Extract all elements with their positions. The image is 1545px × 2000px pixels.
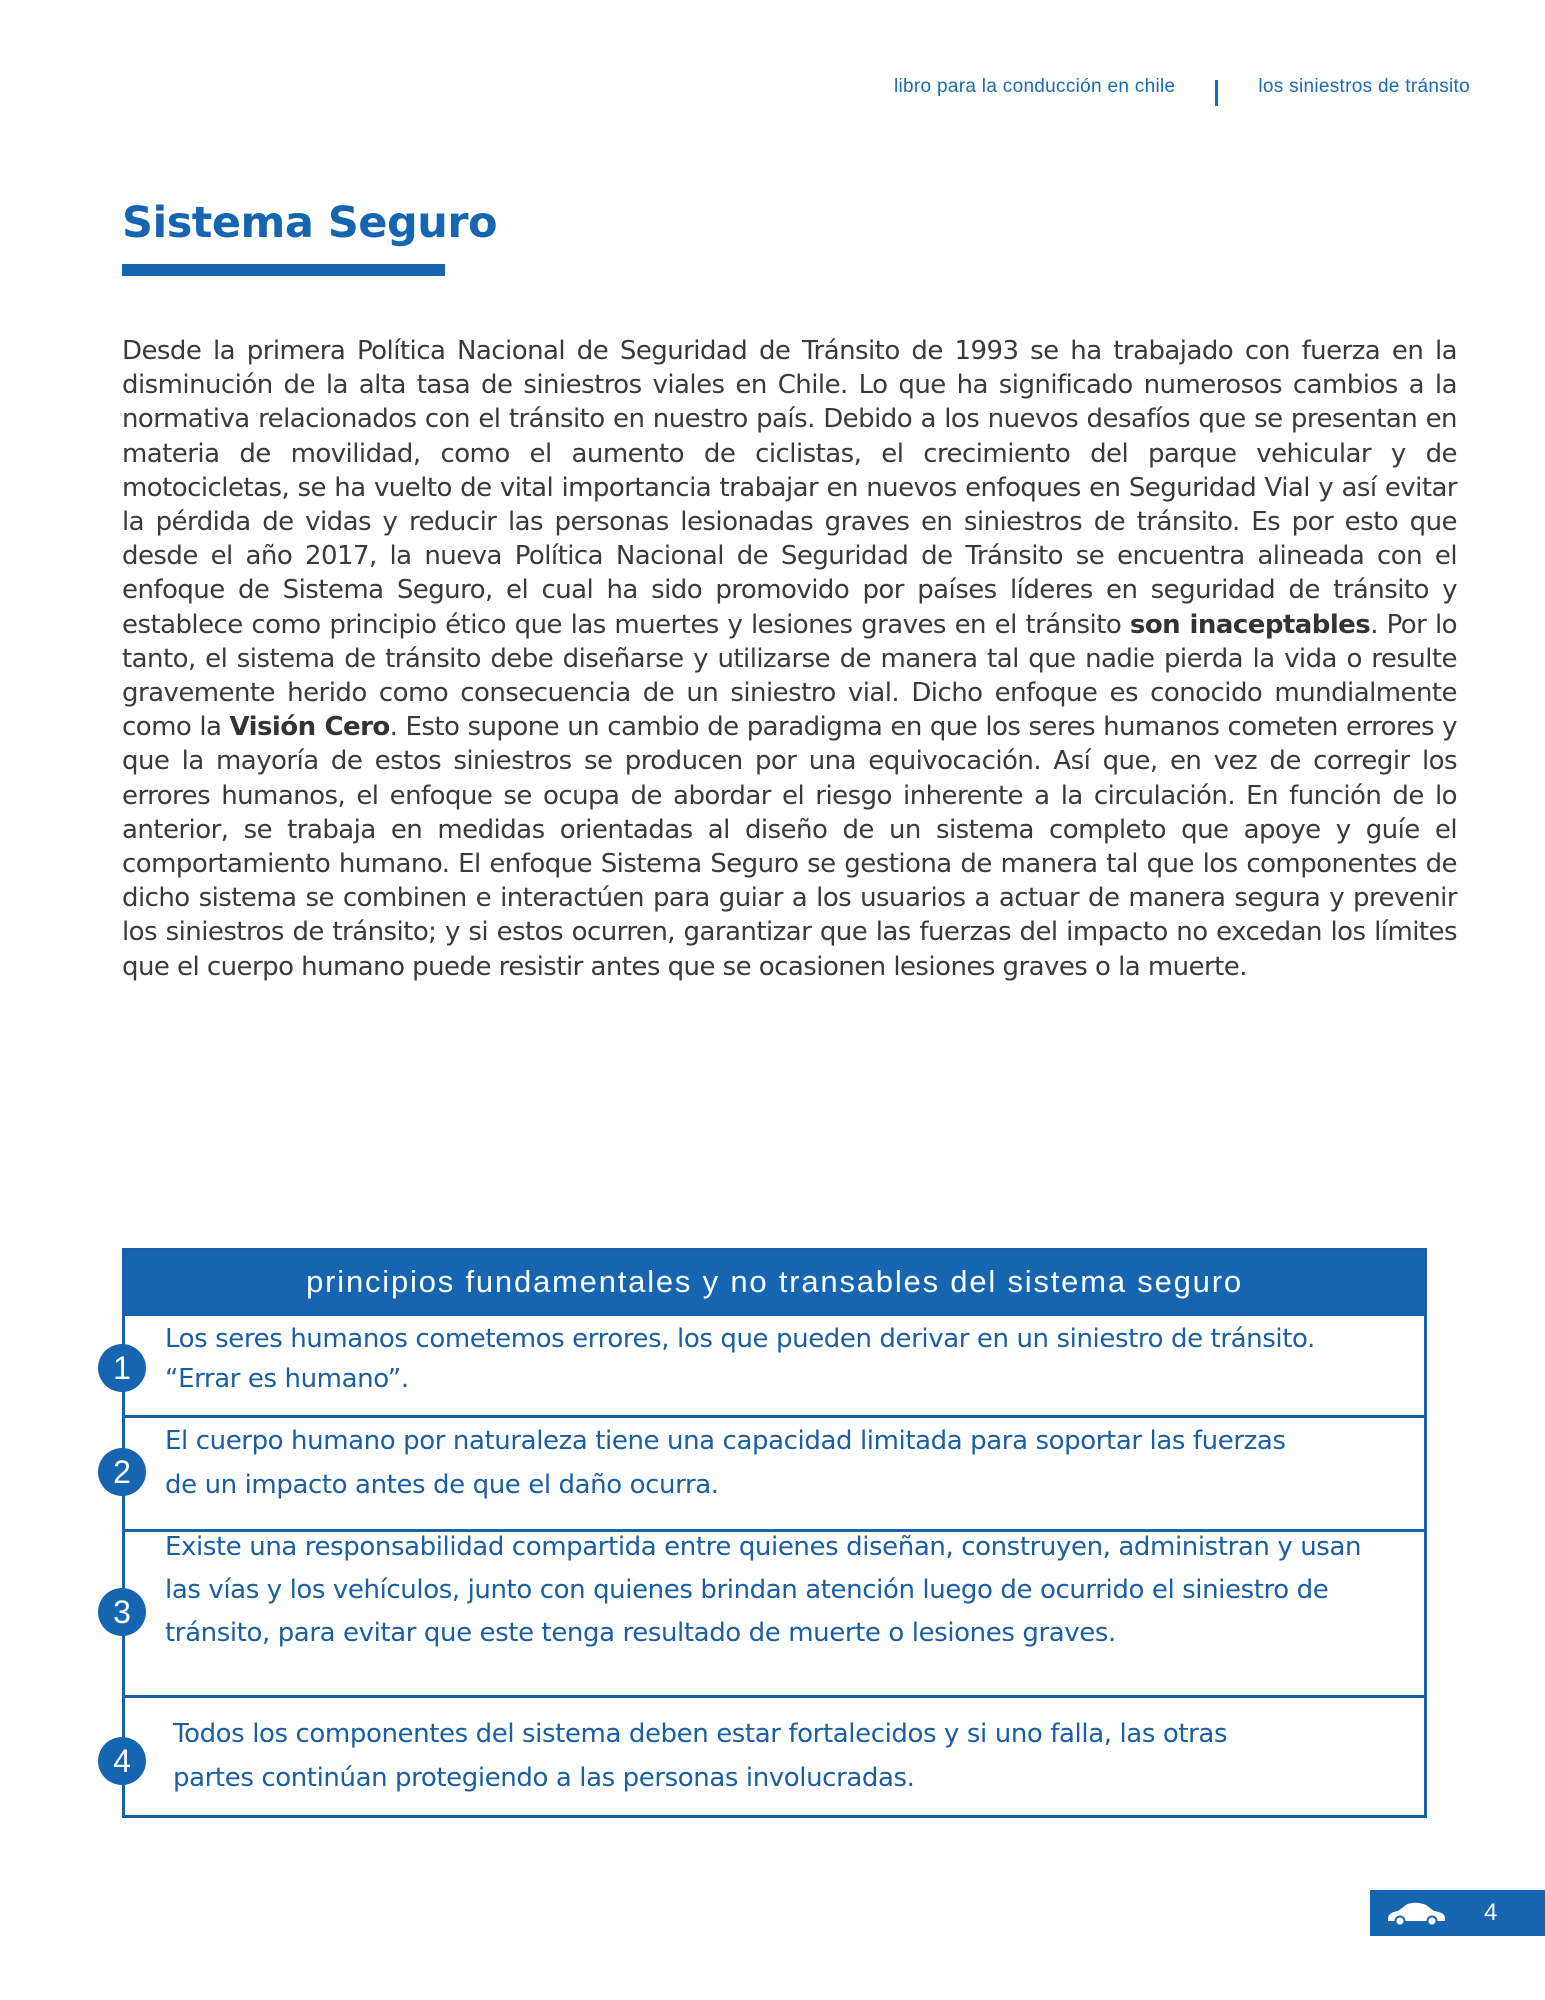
body-text-1: Desde la primera Política Nacional de Seguridad de Tránsito de 1993 se ha trabajado con fuerza en la disminución de la alta tasa de siniestros viales en Chile. Lo que ha significado numerosos cambios a la normativa relacionados con el tránsito en nuestro país. Debido a los nuevos desafíos que se presentan en materia de movilidad, como el aumento de ciclistas, el crecimiento del parque vehicular y de motocicletas, se ha vuelto de vital importancia trabajar en nuevos enfoques en Seguridad Vial y así evitar la pérdida de vidas y reducir las personas lesionadas graves en siniestros de tránsito. Es por esto que desde el año 2017, la nueva Política Nacional de Seguridad de Tránsito se encuentra alineada con el enfoque de Sistema Seguro, el cual ha sido promovido por países líderes en seguridad de tránsito y establece como principio ético que las muertes y lesiones graves en el tránsito [122, 336, 1457, 640]
principles-box [113, 1248, 1427, 1818]
principle-row-3 [113, 1529, 1424, 1696]
principle-3-line-1: Existe una responsabilidad compartida entre quienes diseñan, construyen, administran y usan [165, 1532, 1362, 1562]
principles-heading: principios fundamentales y no transables del sistema seguro [125, 1251, 1424, 1313]
principle-2-line-1: El cuerpo humano por naturaleza tiene una capacidad limitada para soportar las fuerzas [165, 1426, 1286, 1456]
page-number: 4 [1484, 1899, 1498, 1926]
principle-1-line-2: “Errar es humano”. [165, 1364, 409, 1394]
running-header [894, 68, 1470, 106]
principle-2-line-2: de un impacto antes de que el daño ocurra. [165, 1470, 719, 1500]
body-paragraph [122, 334, 1457, 984]
body-bold-2: Visión Cero [229, 712, 390, 743]
principle-number-3: 3 [98, 1588, 146, 1636]
principle-row-4 [113, 1695, 1424, 1818]
principle-number-4: 4 [98, 1737, 146, 1785]
body-bold-1: son inaceptables [1129, 609, 1371, 640]
principle-3-line-2: las vías y los vehículos, junto con quienes brindan atención luego de ocurrido el siniestro de [165, 1575, 1329, 1605]
principle-text-2 [165, 1419, 1286, 1507]
book-title: libro para la conducción en chile [894, 76, 1176, 97]
principle-3-line-3: tránsito, para evitar que este tenga resultado de muerte o lesiones graves. [165, 1618, 1116, 1648]
principle-row-2 [113, 1415, 1424, 1530]
principle-row-1 [113, 1313, 1424, 1416]
principle-4-line-2: partes continúan protegiendo a las personas involucradas. [173, 1763, 915, 1793]
principle-text-3 [165, 1526, 1361, 1655]
car-icon [1384, 1899, 1448, 1927]
principle-text-1 [165, 1319, 1315, 1399]
header-separator [1215, 80, 1218, 106]
page-number-badge [1370, 1890, 1545, 1936]
body-text-2: . Por lo tanto, el sistema de tránsito debe diseñarse y utilizarse de manera tal que nadie pierda la vida o resulte gravemente herido como consecuencia de un siniestro vial. Dicho enfoque es conocido mundialmente como la [122, 609, 1457, 743]
page-title: Sistema Seguro [122, 198, 498, 248]
title-underline [122, 264, 445, 276]
principle-text-4 [173, 1712, 1227, 1800]
principle-number-2: 2 [98, 1448, 146, 1496]
principle-number-1: 1 [98, 1344, 146, 1392]
body-text-3: . Esto supone un cambio de paradigma en que los seres humanos cometen errores y que la mayoría de estos siniestros se producen por una equivocación. Así que, en vez de corregir los errores humanos, el enfoque se ocupa de abordar el riesgo inherente a la circulación. En función de lo anterior, se trabaja en medidas orientadas al diseño de un sistema completo que apoye y guíe el comportamiento humano. El enfoque Sistema Seguro se gestiona de manera tal que los componentes de dicho sistema se combinen e interactúen para guiar a los usuarios a actuar de manera segura y prevenir los siniestros de tránsito; y si estos ocurren, garantizar que las fuerzas del impacto no excedan los límites que el cuerpo humano puede resistir antes que se ocasionen lesiones graves o la muerte. [122, 712, 1457, 982]
chapter-title: los siniestros de tránsito [1258, 76, 1470, 97]
principle-4-line-1: Todos los componentes del sistema deben estar fortalecidos y si uno falla, las otras [173, 1719, 1228, 1749]
principle-1-line-1: Los seres humanos cometemos errores, los que pueden derivar en un siniestro de tránsito. [165, 1324, 1315, 1354]
